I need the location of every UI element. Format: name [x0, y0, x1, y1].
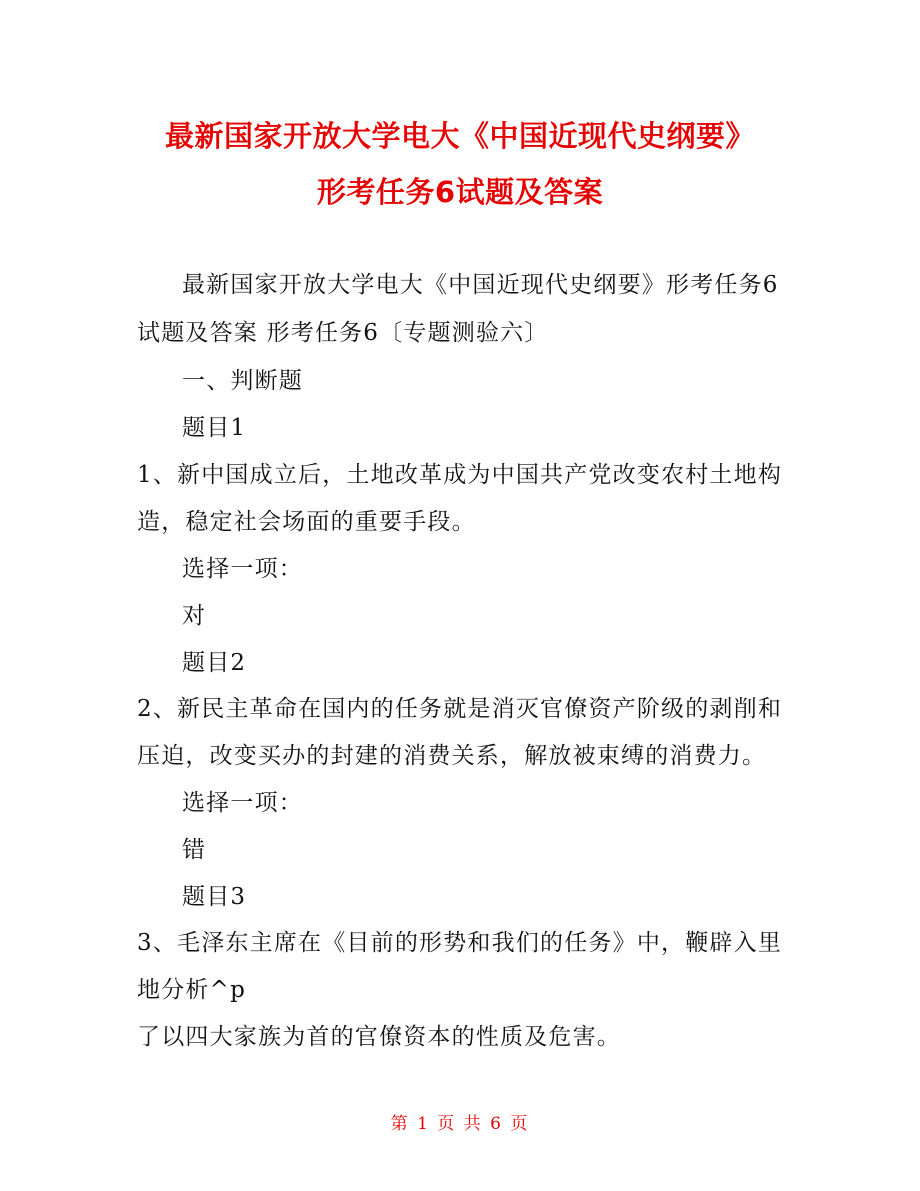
question-2-answer: 错 [182, 837, 207, 863]
intro-line-1: 最新国家开放大学电大《中国近现代史纲要》形考任务6 [182, 272, 779, 298]
question-1-answer: 对 [182, 603, 207, 629]
question-2-text-line-2: 压迫，改变买办的封建的消费关系，解放被束缚的消费力。 [137, 743, 767, 769]
question-1-prompt: 选择一项： [182, 556, 303, 582]
question-2-text-line-1: 2、新民主革命在国内的任务就是消灭官僚资产阶级的剥削和 [137, 696, 783, 722]
question-1-label: 题目1 [182, 415, 247, 441]
question-2-label: 题目2 [182, 650, 247, 676]
page-footer: 第 1 页 共 6 页 [390, 1114, 530, 1134]
question-1-text-line-1: 1、新中国成立后，土地改革成为中国共产党改变农村土地构 [137, 462, 783, 488]
question-3-text-line-2: 地分析^p [137, 977, 246, 1003]
question-3-text-line-3: 了以四大家族为首的官僚资本的性质及危害。 [137, 1024, 621, 1050]
document-title-line-2: 形考任务6试题及答案 [316, 175, 604, 209]
question-3-text-line-1: 3、毛泽东主席在《目前的形势和我们的任务》中，鞭辟入里 [137, 930, 783, 956]
question-2-prompt: 选择一项： [182, 790, 303, 816]
section-heading: 一、判断题 [182, 368, 303, 394]
question-1-text-line-2: 造，稳定社会场面的重要手段。 [137, 509, 476, 535]
document-title-line-1: 最新国家开放大学电大《中国近现代史纲要》 [164, 119, 755, 153]
intro-line-2: 试题及答案 形考任务6〔专题测验六〕 [137, 320, 549, 346]
question-3-label: 题目3 [182, 884, 247, 910]
